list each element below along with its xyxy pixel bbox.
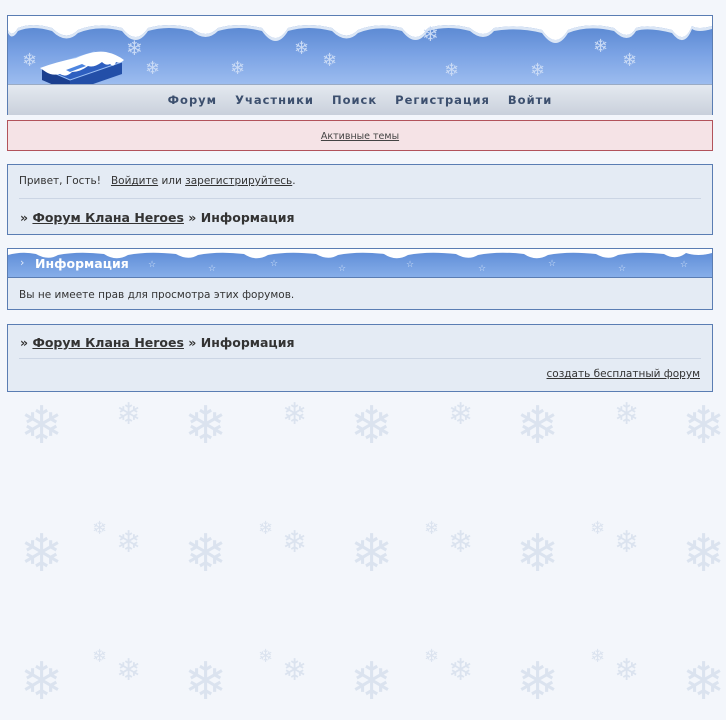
breadcrumb xyxy=(20,335,294,350)
nav-login[interactable]: Войти xyxy=(507,93,553,107)
or-text: или xyxy=(161,175,182,187)
forum-header xyxy=(7,15,713,115)
snowflake-icon: ❄ xyxy=(116,653,142,688)
nav-members[interactable]: Участники xyxy=(235,93,314,107)
snowflake-icon: ❄ xyxy=(92,646,108,667)
snowflake-icon: ❄ xyxy=(184,652,228,712)
snowflake-icon: ❄ xyxy=(614,525,640,560)
breadcrumb-current: Информация xyxy=(200,335,295,350)
login-link[interactable]: Войдите xyxy=(110,175,159,187)
period-text: . xyxy=(292,175,296,187)
snowflake-icon: ❄ xyxy=(322,50,338,71)
snowflake-icon: ❄ xyxy=(682,396,726,456)
snowflake-icon: ❄ xyxy=(184,396,228,456)
footer-box xyxy=(7,324,713,392)
snowflake-icon: ❄ xyxy=(424,518,440,539)
welcome-box xyxy=(7,164,713,235)
snowflake-icon: ❄ xyxy=(614,397,640,432)
greeting-text: Привет, Гость! xyxy=(19,175,101,187)
nav-forum[interactable]: Форум xyxy=(167,93,218,107)
information-header xyxy=(8,249,712,278)
snowflake-icon: ❄ xyxy=(116,397,142,432)
breadcrumb-separator: » xyxy=(20,210,29,225)
snowflake-icon: ❄ xyxy=(424,646,440,667)
snowflake-icon: ❄ xyxy=(682,524,726,584)
star-decoration: ☆ xyxy=(618,264,627,274)
star-decoration: ☆ xyxy=(548,259,557,269)
snowflake-icon: ❄ xyxy=(590,646,606,667)
breadcrumb-separator: » xyxy=(20,335,29,350)
snowflake-icon: ❄ xyxy=(258,646,274,667)
star-decoration: ☆ xyxy=(270,259,279,269)
star-decoration: ☆ xyxy=(406,260,415,270)
snowflake-icon: ❄ xyxy=(682,652,726,712)
snowflake-icon: ❄ xyxy=(516,524,560,584)
information-box xyxy=(7,248,713,310)
star-decoration: ☆ xyxy=(680,260,689,270)
snowflake-icon: ❄ xyxy=(448,653,474,688)
snowflake-icon: ❄ xyxy=(530,60,546,81)
snowflake-icon: ❄ xyxy=(614,653,640,688)
snowflake-icon: ❄ xyxy=(258,518,274,539)
arrow-right-icon: › xyxy=(20,256,25,269)
snowflake-icon: ❄ xyxy=(184,524,228,584)
snowflake-icon: ❄ xyxy=(622,50,638,71)
snowflake-icon: ❄ xyxy=(516,652,560,712)
snowflake-icon: ❄ xyxy=(282,653,308,688)
breadcrumb-separator: » xyxy=(188,335,197,350)
create-free-forum-link[interactable]: создать бесплатный форум xyxy=(546,368,700,380)
snowflake-icon: ❄ xyxy=(422,22,439,46)
snowflake-icon: ❄ xyxy=(230,58,246,79)
information-title: Информация xyxy=(35,256,129,271)
star-decoration: ☆ xyxy=(478,264,487,274)
snowflake-icon: ❄ xyxy=(126,36,143,60)
breadcrumb-current: Информация xyxy=(200,210,295,225)
active-topics-link[interactable]: Активные темы xyxy=(320,131,400,142)
snowflake-icon: ❄ xyxy=(593,36,609,57)
header-banner xyxy=(8,16,712,84)
snowflake-icon: ❄ xyxy=(294,38,310,59)
snowflake-icon: ❄ xyxy=(20,652,64,712)
announcement-bar xyxy=(7,120,713,151)
divider xyxy=(19,358,701,359)
star-decoration: ☆ xyxy=(208,264,217,274)
snowflake-icon: ❄ xyxy=(590,518,606,539)
snowflake-icon: ❄ xyxy=(516,396,560,456)
snowflake-icon: ❄ xyxy=(282,525,308,560)
snowflake-icon: ❄ xyxy=(350,396,394,456)
welcome-line xyxy=(19,175,296,187)
snowflake-icon: ❄ xyxy=(92,518,108,539)
divider xyxy=(19,198,701,199)
breadcrumb xyxy=(20,210,294,225)
snowflake-icon: ❄ xyxy=(22,50,38,71)
snowflake-icon: ❄ xyxy=(20,396,64,456)
snowflake-icon: ❄ xyxy=(444,60,460,81)
star-decoration: ☆ xyxy=(338,264,347,274)
snowflake-icon: ❄ xyxy=(350,524,394,584)
nav-search[interactable]: Поиск xyxy=(331,93,378,107)
snowflake-icon: ❄ xyxy=(350,652,394,712)
nav-register[interactable]: Регистрация xyxy=(395,93,490,107)
snowflake-icon: ❄ xyxy=(116,525,142,560)
snowflake-icon: ❄ xyxy=(145,58,161,79)
snowflake-icon: ❄ xyxy=(282,397,308,432)
register-link[interactable]: зарегистрируйтесь xyxy=(185,175,293,187)
no-permission-message: Вы не имеете прав для просмотра этих форумов. xyxy=(19,289,295,301)
breadcrumb-forum-link[interactable]: Форум Клана Heroes xyxy=(32,210,184,225)
breadcrumb-separator: » xyxy=(188,210,197,225)
snowflake-icon: ❄ xyxy=(448,525,474,560)
main-navigation xyxy=(8,84,712,115)
snowflake-icon: ❄ xyxy=(20,524,64,584)
snowflake-icon: ❄ xyxy=(448,397,474,432)
breadcrumb-forum-link[interactable]: Форум Клана Heroes xyxy=(32,335,184,350)
star-decoration: ☆ xyxy=(148,260,157,270)
